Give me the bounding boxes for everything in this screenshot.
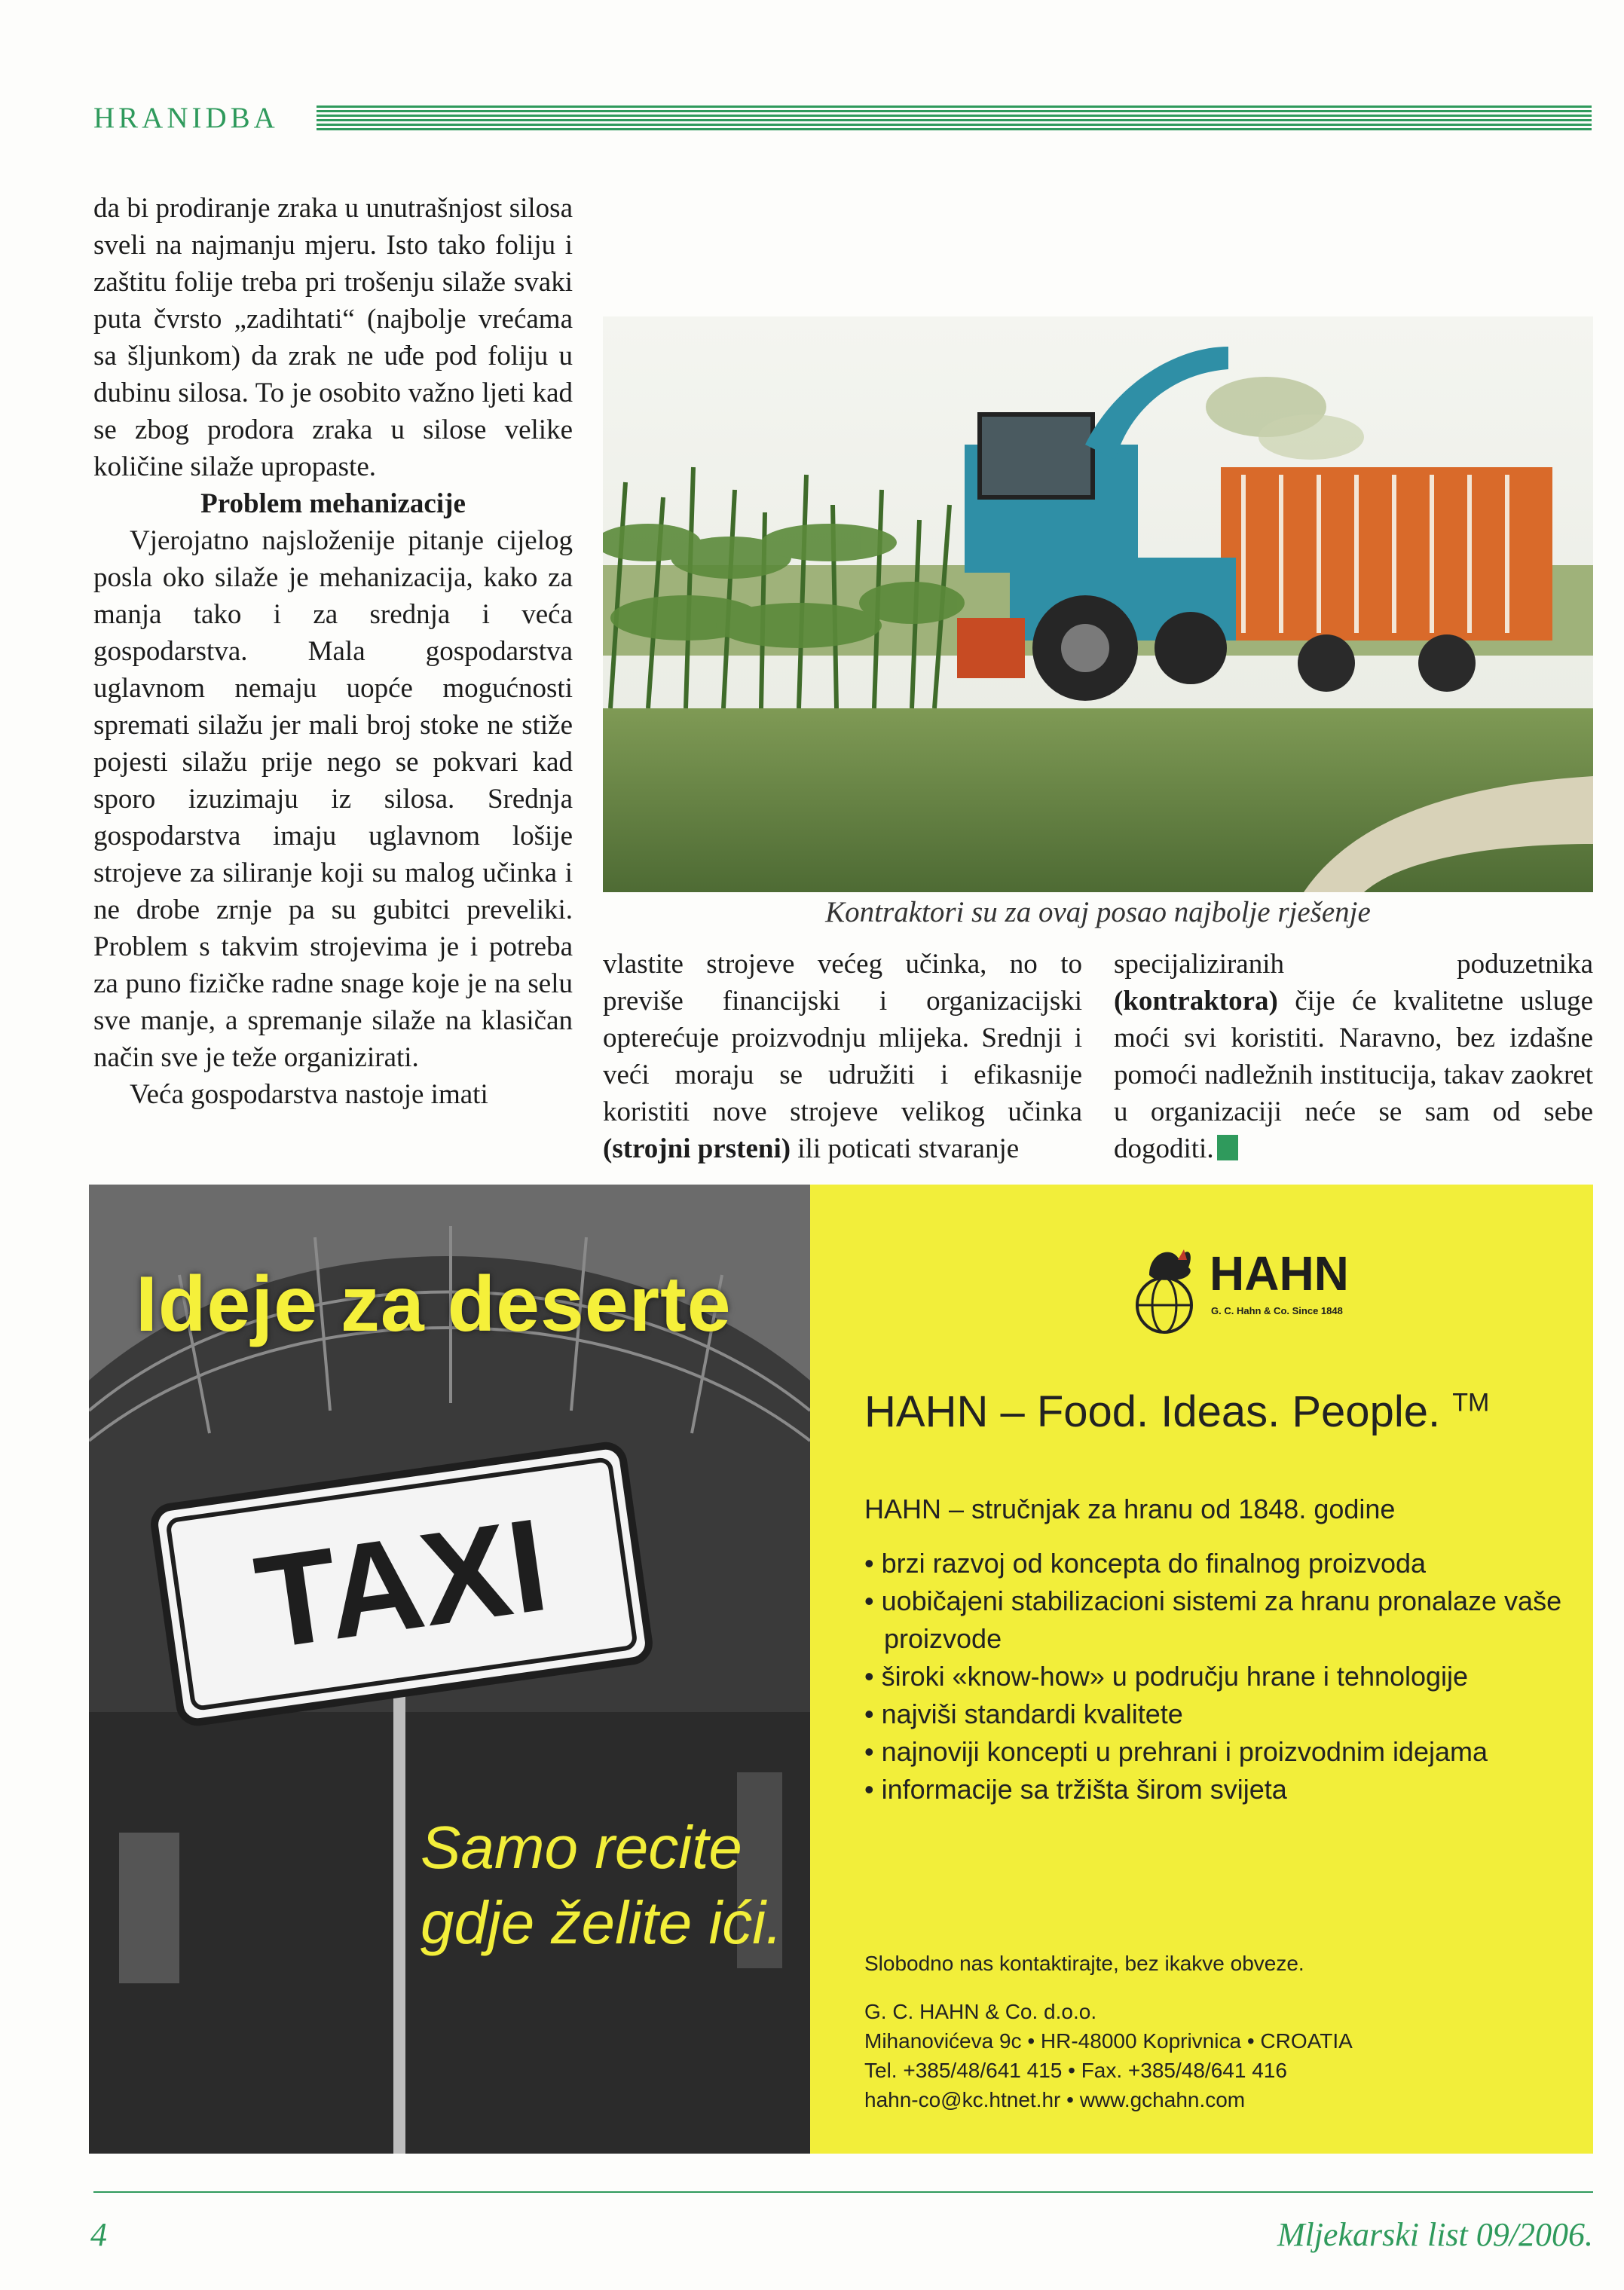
harvester-illustration <box>603 316 1593 892</box>
ad-bullet: • najnoviji koncepti u prehrani i proizvodnim idejama <box>864 1736 1488 1767</box>
article-subheading: Problem mehanizacije <box>200 488 466 519</box>
ad-tagline-line: gdje želite ići. <box>421 1889 783 1956</box>
journal-name: Mljekarski list 09/2006. <box>1277 2216 1593 2253</box>
rooster-globe-icon <box>1119 1230 1405 1335</box>
article-paragraph: Vjerojatno najsloženije pitanje cijelog posla oko silaže je mehanizacija, kako za manja tako i za srednja i veća gospodarstva. Mala gospodarstva uglavnom nemaju uopće mogućnosti spremati silažu jer mali broj stoke ne stiže pojesti silažu prije nego se pokvari kad sporo izuzimaju iz silosa. Srednja gospodarstva imaju uglavnom lošije strojeve za siliranje koji su malog učinka i ne drobe zrnje pa su gubitci preveliki. Problem s takvim strojevima je i potreba za puno fizičke radne snage koje je na selu sve manje, a spremanje silaže na klasičan način sve je teže organizirati. <box>93 525 573 1073</box>
ad-slogan <box>864 1387 1489 1437</box>
ad-tagline-line: Samo recite <box>421 1814 742 1881</box>
article-paragraph: da bi prodiranje zraka u unutrašnjost silosa sveli na najmanju mjeru. Isto tako foliju i zaštitu folije treba pri trošenju silaže svaki puta čvrsto „zadihtati“ (najbolje vrećama sa šljunkom) da zrak ne uđe pod foliju u dubinu silosa. To je osobito važno ljeti kad se zbog prodora zraka u silose velike količine silaže upropaste. <box>93 193 573 482</box>
article-text: čije će kvalitetne usluge moći svi koristiti. Naravno, bez izdašne pomoći nadležnih institucija, takav zaokret u organizaciji neće se sam od sebe dogoditi. <box>1114 986 1593 1164</box>
ad-contact-block <box>864 1997 1353 2114</box>
article-column-right <box>1114 946 1593 1167</box>
article-end-mark <box>1217 1135 1238 1160</box>
article-bold-term: (kontraktora) <box>1114 986 1278 1017</box>
article-text: vlastite strojeve većeg učinka, no to previše financijski i organizacijski opterećuje proizvodnju mlijeka. Srednji i veći moraju se udružiti i efikasnije koristiti nove strojeve velikog učinka <box>603 949 1082 1127</box>
ad-bullet: • brzi razvoj od koncepta do finalnog proizvoda <box>864 1548 1427 1579</box>
company-address: Mihanovićeva 9c • HR-48000 Koprivnica • CROATIA <box>864 2029 1353 2053</box>
hahn-advertisement <box>89 1185 1593 2154</box>
ad-taxi-panel <box>89 1185 810 2154</box>
ad-bullet-list <box>864 1545 1573 1808</box>
article-text: specijaliziranih poduzetnika <box>1114 949 1593 980</box>
header-rule <box>317 105 1592 131</box>
article-paragraph: Veća gospodarstva nastoje imati <box>130 1079 488 1110</box>
ad-bullet: • najviši standardi kvalitete <box>864 1698 1183 1729</box>
article-paragraph <box>603 946 1082 1167</box>
article-bold-term: (strojni prsteni) <box>603 1133 791 1164</box>
ad-intro: HAHN – stručnjak za hranu od 1848. godine <box>864 1494 1396 1524</box>
hahn-logo <box>1119 1230 1405 1335</box>
footer-rule <box>93 2191 1593 2193</box>
taxi-sign-text: TAXI <box>247 1491 556 1677</box>
article-column-middle <box>603 946 1082 1167</box>
ad-hahn-panel <box>810 1185 1593 2154</box>
ad-bullet: • široki «know-how» u području hrane i tehnologije <box>864 1661 1469 1692</box>
ad-bullet: • informacije sa tržišta širom svijeta <box>864 1774 1287 1805</box>
forage-harvester-photo <box>603 316 1593 892</box>
photo-caption: Kontraktori su za ovaj posao najbolje rješenje <box>825 896 1371 928</box>
article-column-left <box>93 190 573 1113</box>
ad-slogan-text: HAHN – Food. Ideas. People. <box>864 1387 1441 1436</box>
company-web[interactable]: hahn-co@kc.htnet.hr • www.gchahn.com <box>864 2088 1246 2111</box>
ad-contact-cta: Slobodno nas kontaktirajte, bez ikakve obveze. <box>864 1952 1304 1975</box>
article-paragraph <box>1114 946 1593 1167</box>
article-text: ili poticati stvaranje <box>791 1133 1020 1164</box>
ad-tagline <box>421 1810 782 1961</box>
hahn-logo-subtitle: G. C. Hahn & Co. Since 1848 <box>1211 1305 1343 1316</box>
ad-bullet: • uobičajeni stabilizacioni sistemi za hranu pronalaze vaše proizvode <box>864 1585 1562 1654</box>
hahn-logo-name: HAHN <box>1210 1246 1349 1301</box>
section-label: HRANIDBA <box>93 102 279 134</box>
company-name: G. C. HAHN & Co. d.o.o. <box>864 2000 1097 2023</box>
ad-headline: Ideje za deserte <box>136 1261 732 1348</box>
company-phone: Tel. +385/48/641 415 • Fax. +385/48/641 416 <box>864 2059 1287 2082</box>
trademark-mark: TM <box>1452 1388 1490 1417</box>
page-number: 4 <box>90 2216 107 2253</box>
